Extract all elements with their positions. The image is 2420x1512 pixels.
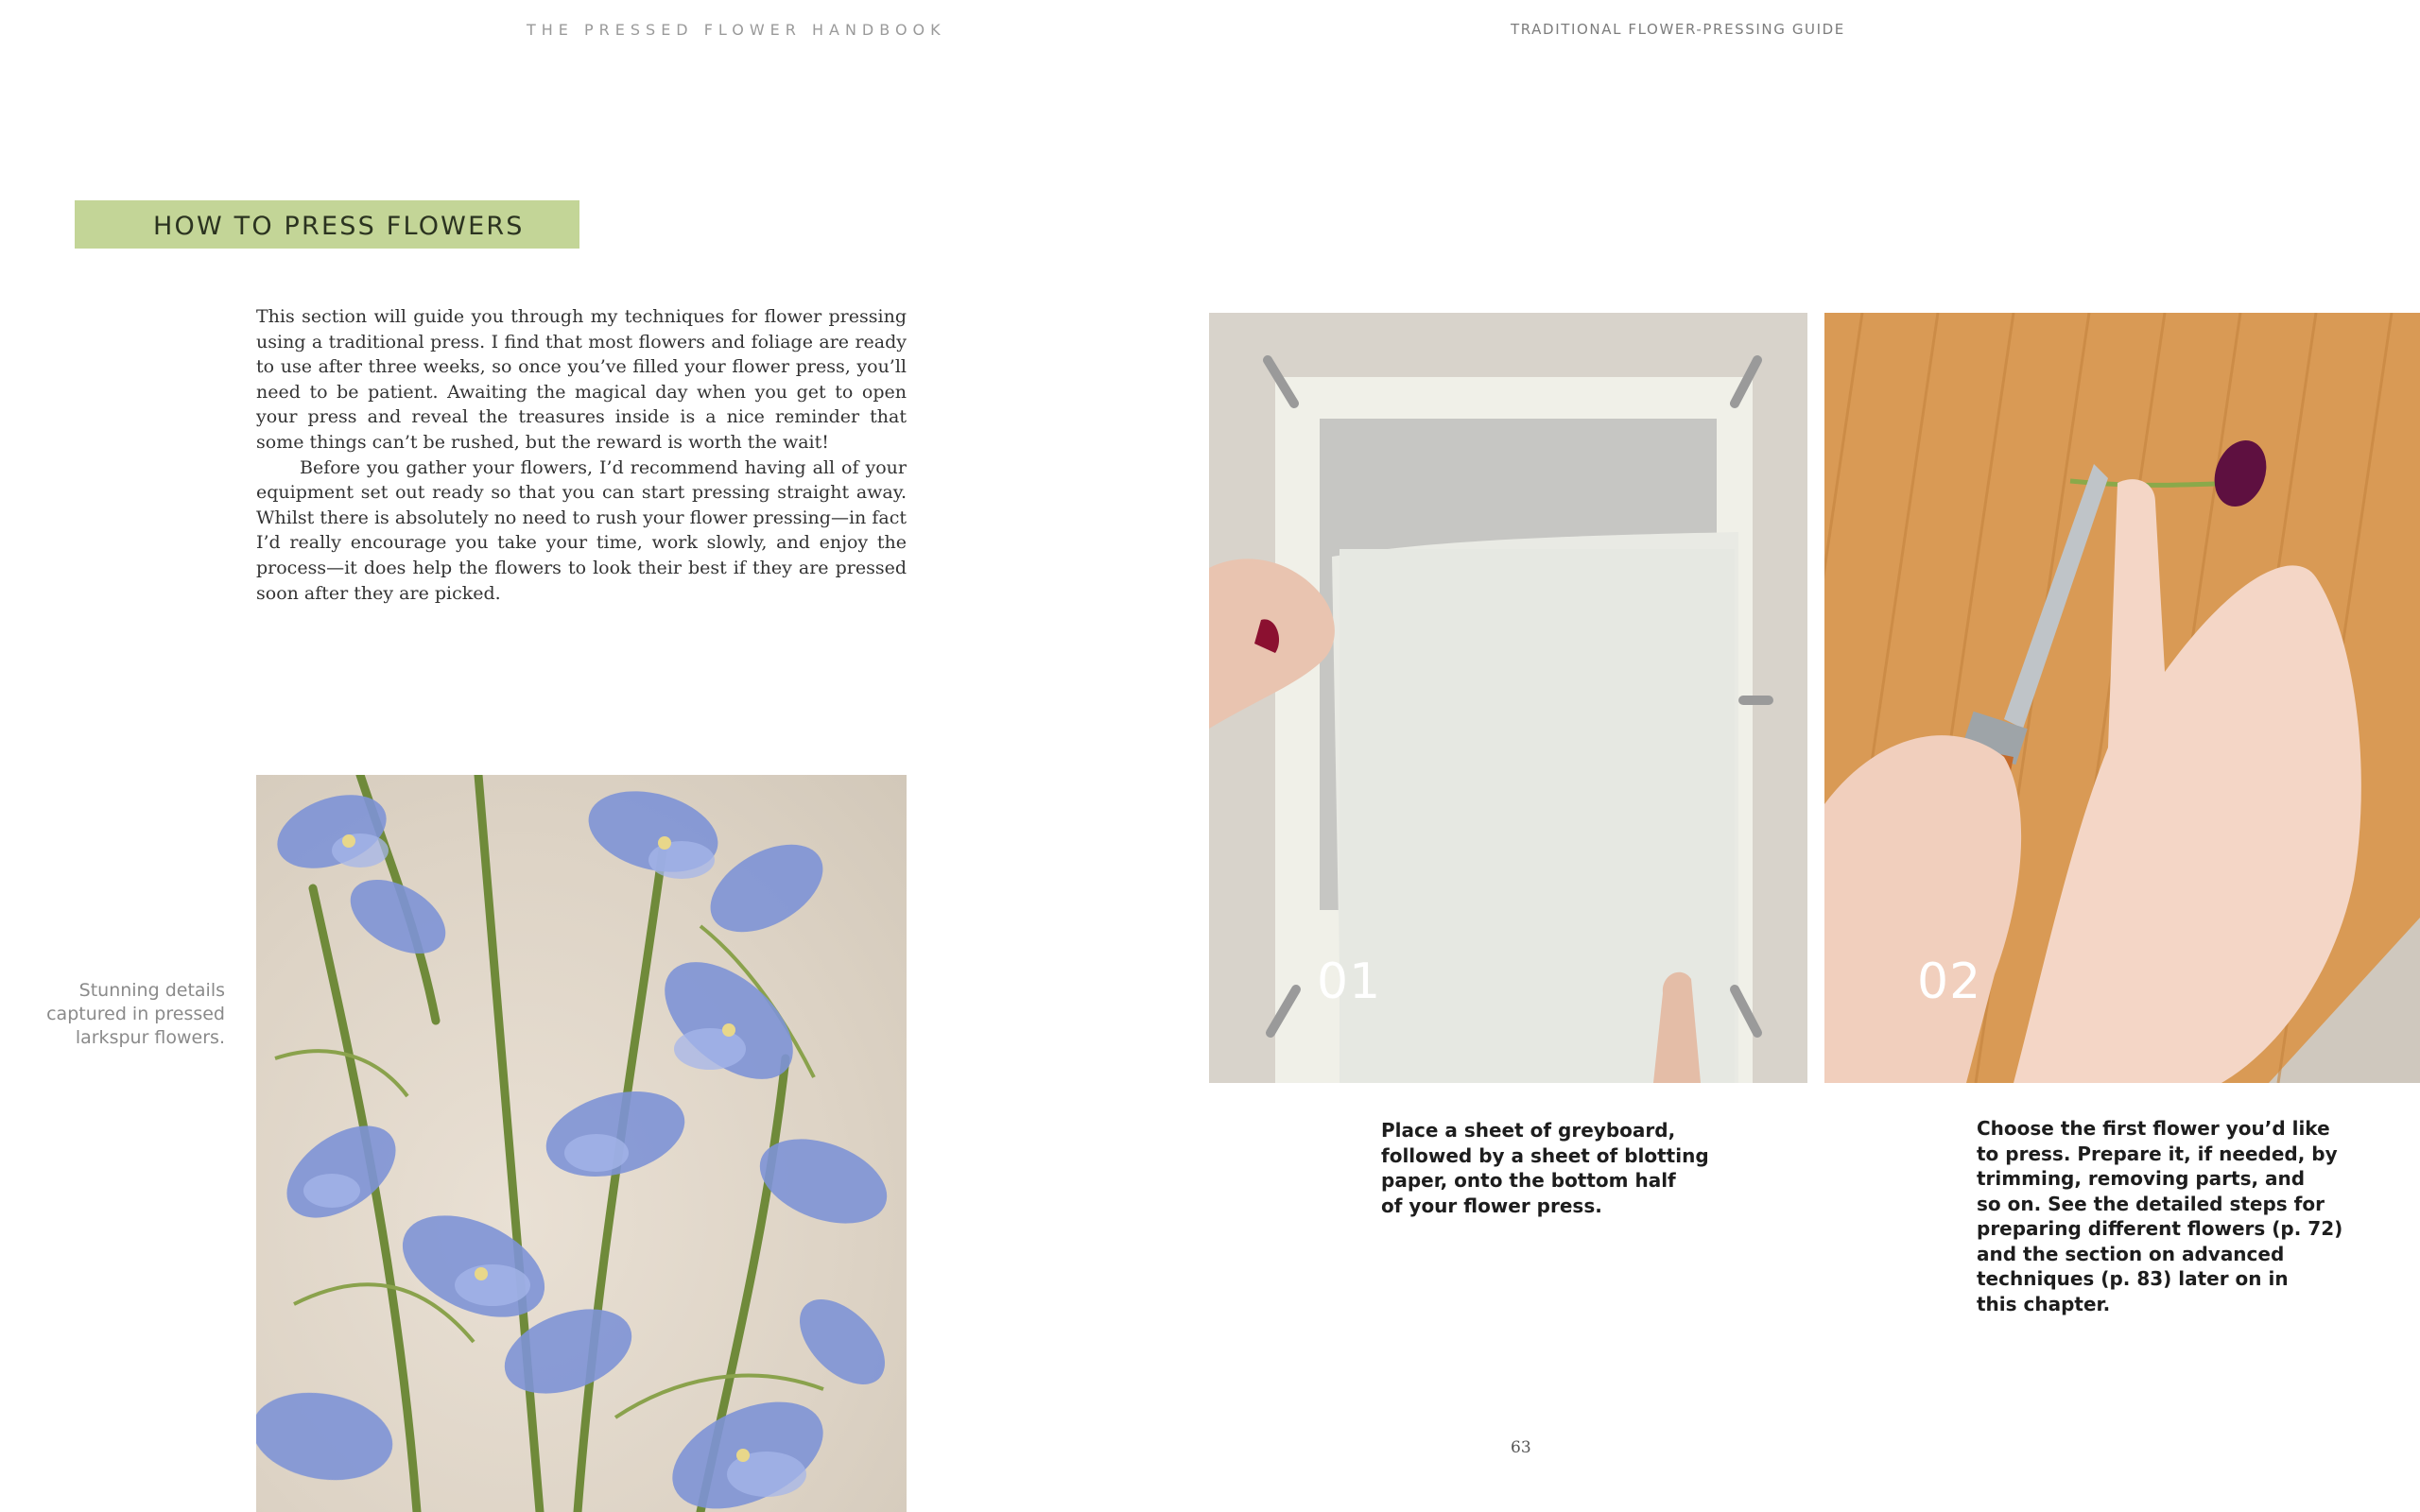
body-paragraph-2: Before you gather your flowers, I’d recommend having all of your equipment set out ready so that you can start pressing straight away. Whilst there is absolutely no need to rush your flower pressing—in fact I’d really encourage you take your time, work slowly, and enjoy the process—it does help the flowers to look their best if they are pressed soon after they are picked. [256, 456, 907, 604]
step-1-caption: Place a sheet of greyboard, followed by a sheet of blotting paper, onto the bottom half of your flower press. [1381, 1119, 1709, 1217]
section-title: HOW TO PRESS FLOWERS [153, 212, 525, 241]
body-paragraph-1: This section will guide you through my techniques for flower pressing using a traditional press. I find that most flowers and foliage are ready to use after three weeks, so once you’ve filled your flower press, you’ll need to be patient. Awaiting the magical day when you get to open your press and reveal the treasures inside is a nice reminder that some things can’t be rushed, but the reward is worth the wait! [256, 306, 907, 453]
photo-caption: Stunning details captured in pressed larkspur flowers. [46, 980, 225, 1048]
running-head-left: THE PRESSED FLOWER HANDBOOK [527, 21, 946, 39]
step-2-number: 02 [1917, 954, 1982, 1010]
step-2-caption: Choose the first flower you’d like to press. Prepare it, if needed, by trimming, removing parts, and so on. See the detailed steps for preparing different flowers (p. 72) and the section on advanced techniques (p. 83) later on in this chapter. [1977, 1117, 2343, 1315]
step-1-number: 01 [1317, 954, 1382, 1010]
step-1-photo [1209, 313, 1807, 1083]
step-2-photo [1824, 313, 2420, 1083]
running-head-right: TRADITIONAL FLOWER-PRESSING GUIDE [1511, 21, 1845, 38]
section-banner [75, 200, 579, 249]
body-text [256, 304, 907, 606]
larkspur-photo [256, 775, 907, 1512]
page-number: 63 [1511, 1438, 1531, 1457]
